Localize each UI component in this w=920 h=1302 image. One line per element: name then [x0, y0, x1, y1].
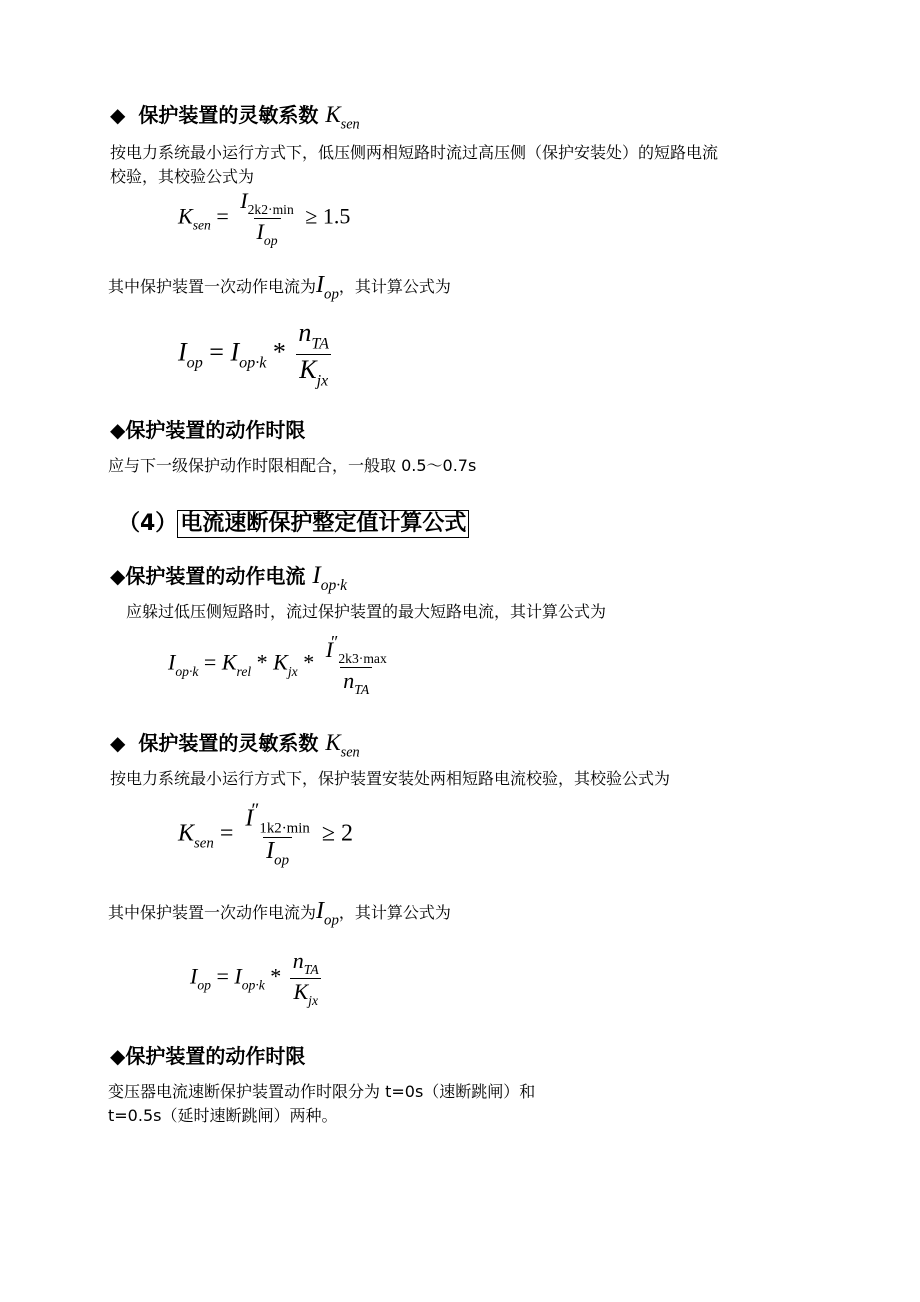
k-sen-symbol: $K_{sen}$: [325, 730, 360, 761]
heading-text: 保护装置的动作时限: [125, 418, 306, 442]
diamond-bullet-icon: ◆: [110, 418, 126, 442]
diamond-bullet-icon: ◆: [110, 103, 126, 127]
i-opk-symbol: $I_{op\cdot k}$: [312, 562, 347, 594]
heading-time-limit-1: [110, 414, 305, 443]
heading-text: 保护装置的灵敏系数: [138, 103, 319, 127]
formula-k-sen-1: $K_{sen}$ = $\frac{I_{2k2\cdot min}}{I_{op}}$ ≥ 1.5: [178, 188, 351, 248]
diamond-bullet-icon: ◆: [110, 1044, 126, 1068]
diamond-bullet-icon: ◆: [110, 731, 126, 755]
paragraph-line: t=0.5s（延时速断跳闸）两种。: [108, 1106, 338, 1125]
i-op-symbol: $I_{op}$: [316, 272, 339, 303]
i-op-symbol: $I_{op}$: [316, 898, 339, 929]
heading-text: 保护装置的灵敏系数: [138, 731, 319, 755]
section-title-boxed: 电流速断保护整定值计算公式: [177, 510, 469, 538]
paragraph-line: 按电力系统最小运行方式下，保护装置安装处两相短路电流校验，其校验公式为: [110, 769, 671, 788]
paragraph-line: 应躲过低压侧短路时，流过保护装置的最大短路电流，其计算公式为: [126, 602, 607, 621]
paragraph-line: 按电力系统最小运行方式下，低压侧两相短路时流过高压侧（保护安装处）的短路电流: [110, 143, 719, 162]
paragraph-line: 其中保护装置一次动作电流为$I_{op}$，其计算公式为: [108, 898, 451, 929]
formula-i-opk: $I_{op\cdot k} = K_{rel} * K_{jx}$ * $\frac{I''_{2k3\cdot max}}{n_{TA}}$: [168, 632, 387, 697]
heading-time-limit-2: [110, 1040, 305, 1069]
paragraph-line: 变压器电流速断保护装置动作时限分为 t=0s（速断跳闸）和: [108, 1082, 536, 1101]
heading-sensitivity-1: [110, 99, 360, 133]
paragraph-line: 应与下一级保护动作时限相配合，一般取 0.5～0.7s: [108, 456, 477, 475]
k-sen-symbol: $K_{sen}$: [325, 102, 360, 133]
formula-i-op-2: $I_{op} = I_{op\cdot k}$ * $\frac{n_{TA}}{K_{jx}}$: [190, 948, 325, 1009]
heading-text: 保护装置的动作电流: [125, 564, 306, 588]
paragraph-line: 其中保护装置一次动作电流为$I_{op}$，其计算公式为: [108, 272, 451, 303]
diamond-bullet-icon: ◆: [110, 564, 126, 588]
heading-action-current: [110, 560, 347, 595]
heading-text: 保护装置的动作时限: [125, 1044, 306, 1068]
formula-k-sen-2: $K_{sen}$ = $\frac{I''_{1k2\cdot min}}{I_{op}}$ ≥ 2: [178, 800, 353, 870]
paragraph-line: 校验，其校验公式为: [110, 167, 255, 186]
section-title: [118, 506, 469, 537]
section-number: （4）: [118, 511, 178, 536]
heading-sensitivity-2: [110, 727, 360, 761]
formula-i-op-1: $I_{op} = I_{op\cdot k}$ * $\frac{n_{TA}}{K_{jx}}$: [178, 318, 335, 391]
